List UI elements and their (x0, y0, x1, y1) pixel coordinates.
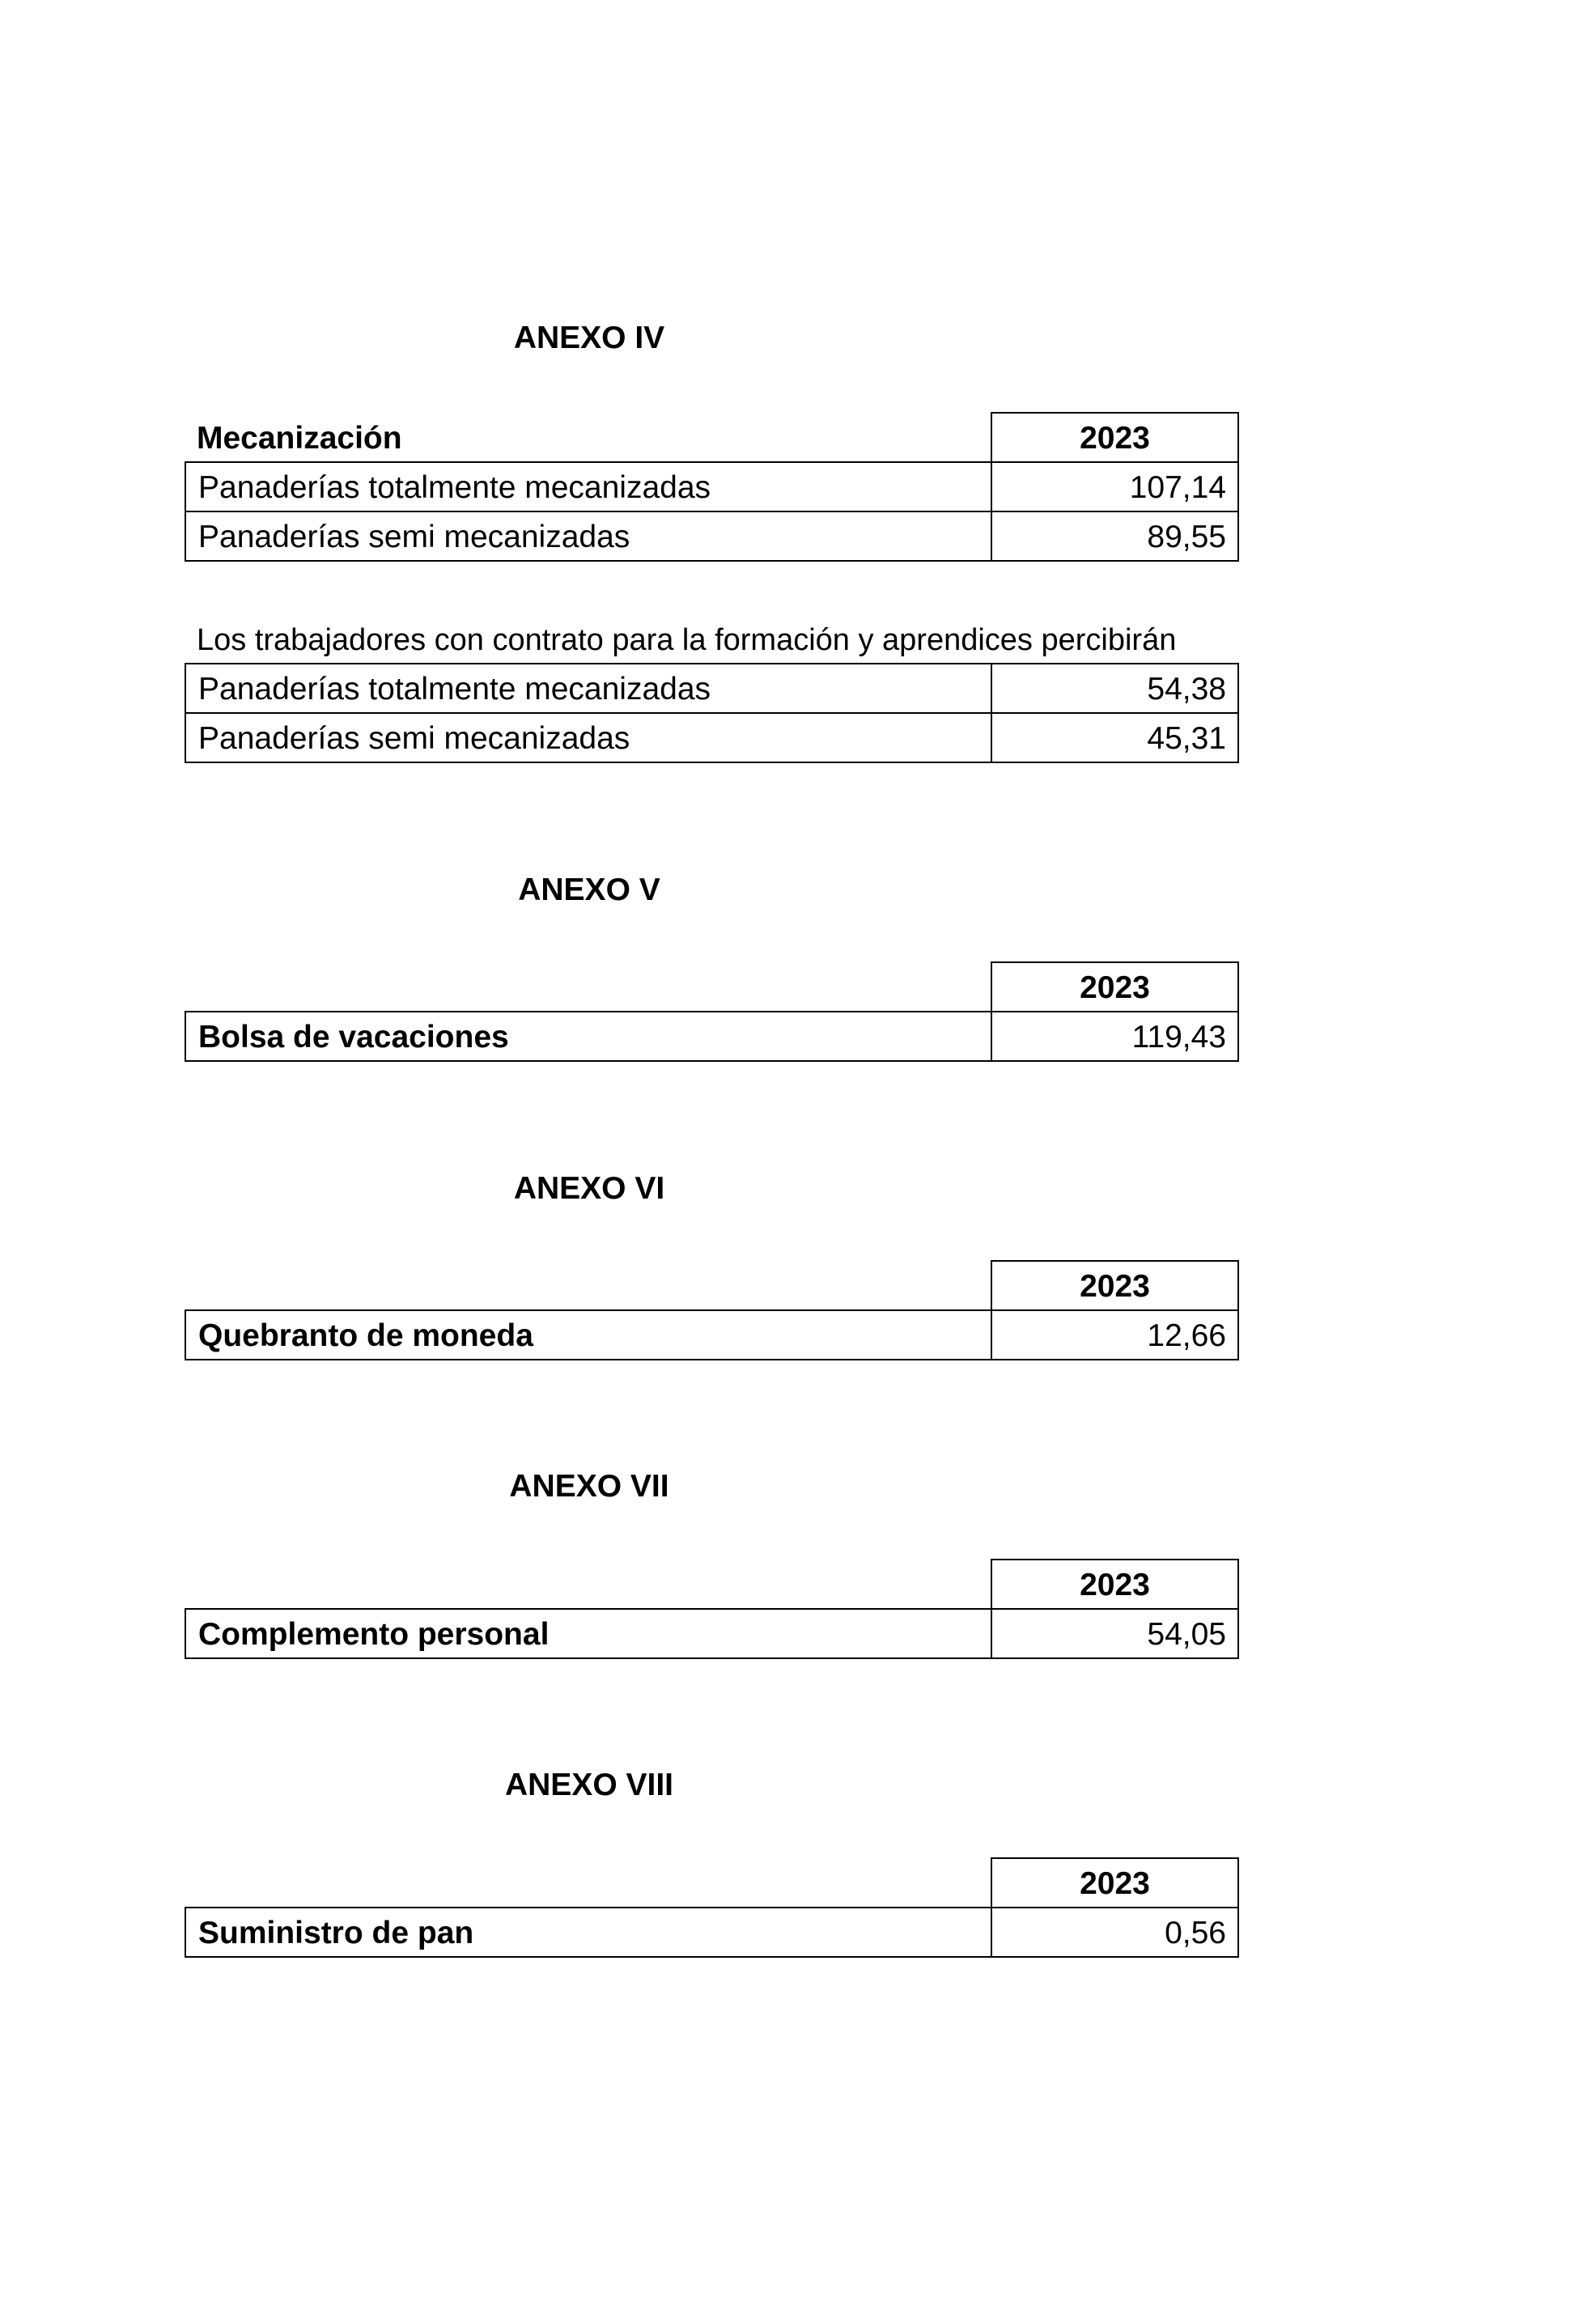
bolsa-vacaciones-value: 119,43 (991, 1011, 1239, 1062)
anexo-iv-year-header: 2023 (991, 412, 1239, 463)
suministro-pan-label: Suministro de pan (185, 1907, 992, 1958)
apprentice-row-2-label: Panaderías semi mecanizadas (185, 712, 992, 763)
anexo-iv-row-1-value: 107,14 (991, 461, 1239, 512)
apprentice-row-1-label: Panaderías totalmente mecanizadas (185, 663, 992, 714)
anexo-vii-title: ANEXO VII (509, 1469, 669, 1504)
anexo-vii-year-header: 2023 (991, 1559, 1239, 1610)
apprentice-row-1-value: 54,38 (991, 663, 1239, 714)
anexo-iv-title: ANEXO IV (513, 320, 665, 355)
quebranto-moneda-value: 12,66 (991, 1309, 1239, 1360)
suministro-pan-value: 0,56 (991, 1907, 1239, 1958)
anexo-viii-title: ANEXO VIII (504, 1768, 674, 1802)
apprentice-row-2-value: 45,31 (991, 712, 1239, 763)
mecanizacion-header: Mecanización (197, 421, 402, 456)
anexo-iv-row-1-label: Panaderías totalmente mecanizadas (185, 461, 992, 512)
bolsa-vacaciones-label: Bolsa de vacaciones (185, 1011, 992, 1062)
anexo-v-year-header: 2023 (991, 961, 1239, 1012)
anexo-vi-year-header: 2023 (991, 1260, 1239, 1311)
anexo-vi-title: ANEXO VI (513, 1171, 665, 1206)
apprentice-note: Los trabajadores con contrato para la formación y aprendices percibirán (197, 623, 1177, 657)
complemento-personal-label: Complemento personal (185, 1608, 992, 1659)
anexo-v-title: ANEXO V (518, 872, 660, 907)
anexo-iv-row-2-label: Panaderías semi mecanizadas (185, 511, 992, 562)
anexo-viii-year-header: 2023 (991, 1857, 1239, 1908)
complemento-personal-value: 54,05 (991, 1608, 1239, 1659)
anexo-iv-row-2-value: 89,55 (991, 511, 1239, 562)
quebranto-moneda-label: Quebranto de moneda (185, 1309, 992, 1360)
